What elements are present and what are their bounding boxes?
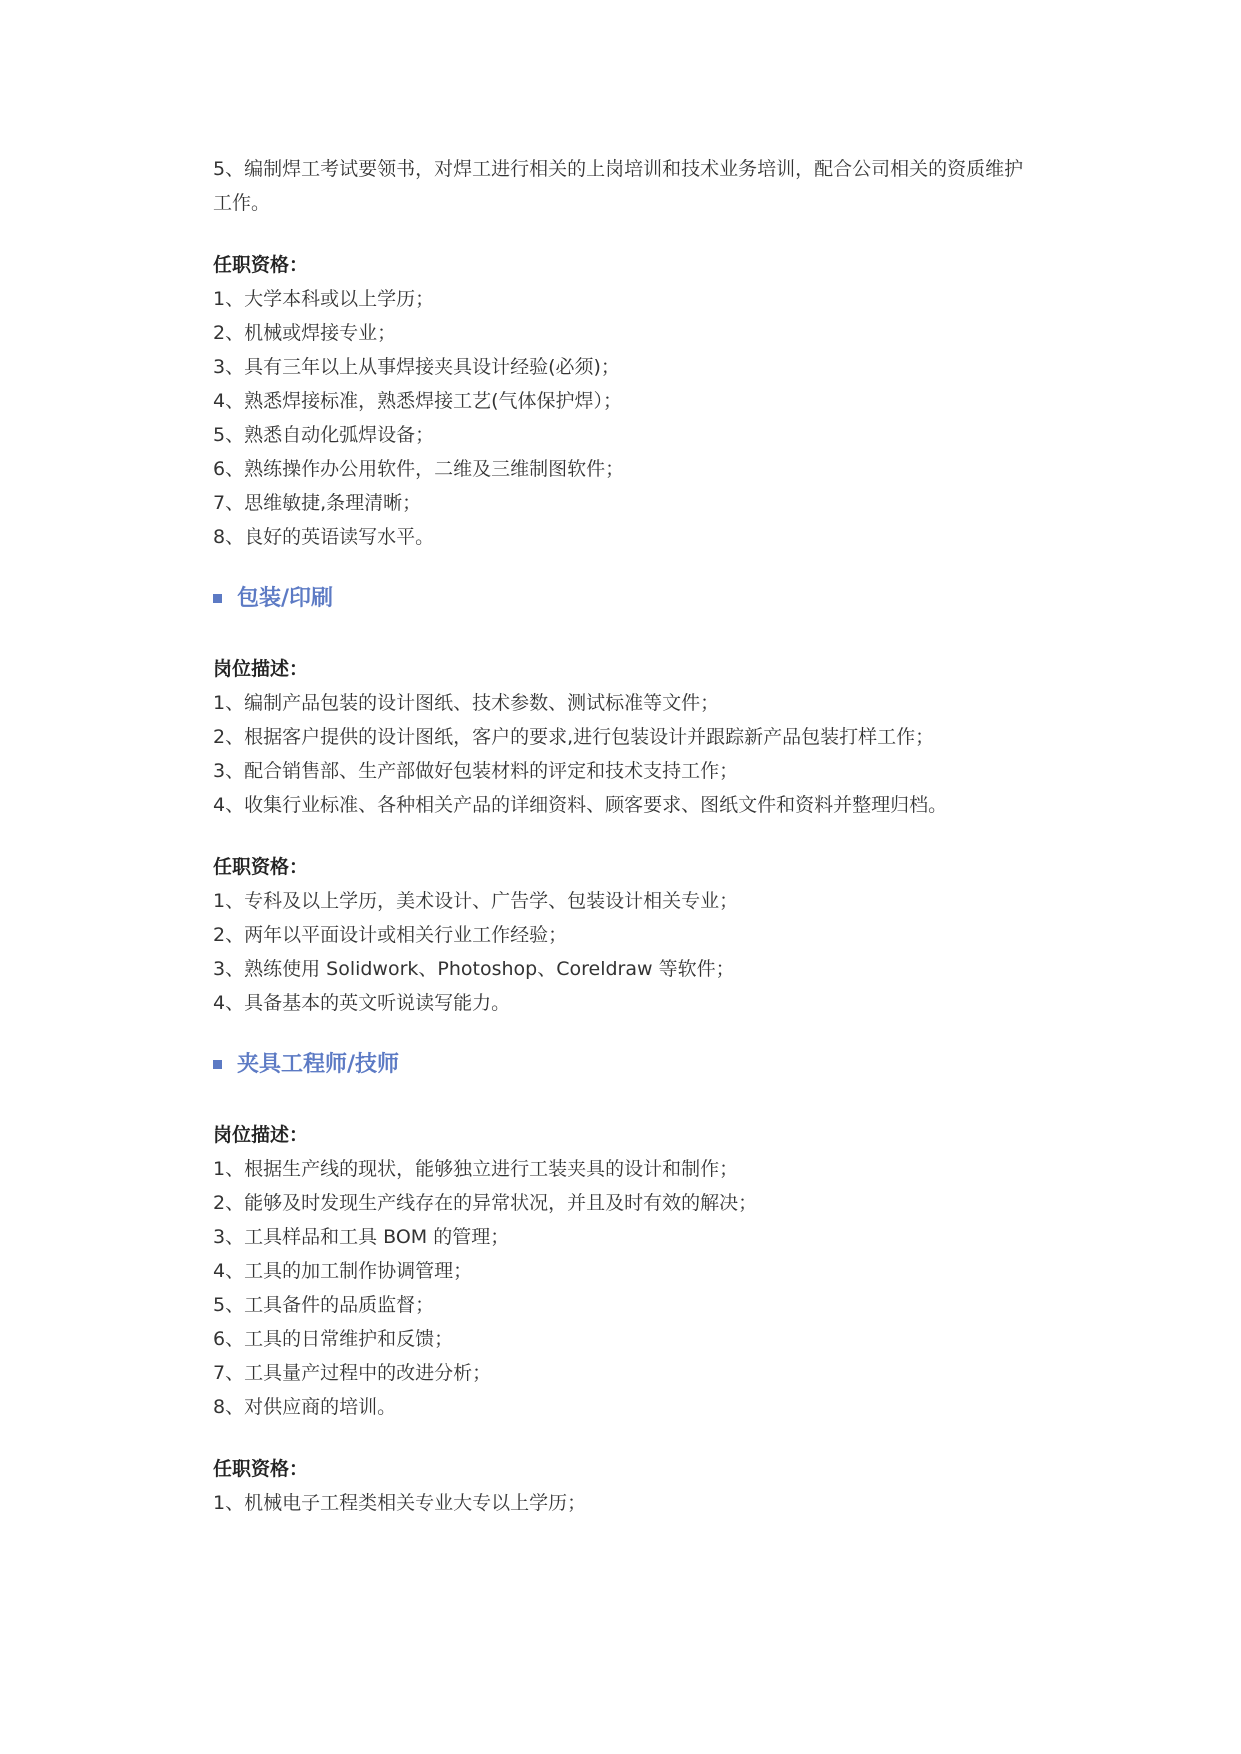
list-item: 3、熟练使用 Solidwork、Photoshop、Coreldraw 等软件；	[213, 958, 735, 980]
list-item: 2、机械或焊接专业；	[213, 322, 397, 344]
intro-line: 5、编制焊工考试要领书，对焊工进行相关的上岗培训和技术业务培训，配合公司相关的资质维护	[213, 158, 1024, 180]
square-bullet-icon	[213, 1060, 222, 1069]
list-item: 2、能够及时发现生产线存在的异常状况，并且及时有效的解决；	[213, 1192, 758, 1214]
list-item: 5、熟悉自动化弧焊设备；	[213, 424, 435, 446]
section-heading-fixture	[213, 1042, 1043, 1082]
qualifications-label: 任职资格：	[213, 856, 309, 878]
square-bullet-icon	[213, 594, 222, 603]
list-item: 8、良好的英语读写水平。	[213, 526, 435, 548]
section-title: 夹具工程师/技师	[237, 1051, 400, 1077]
list-item: 1、编制产品包装的设计图纸、技术参数、测试标准等文件；	[213, 692, 720, 714]
description-label: 岗位描述：	[213, 1124, 309, 1146]
list-item: 3、工具样品和工具 BOM 的管理；	[213, 1226, 510, 1248]
list-item: 7、思维敏捷,条理清晰；	[213, 492, 422, 514]
spacer	[213, 1424, 1043, 1452]
list-item: 7、工具量产过程中的改进分析；	[213, 1362, 492, 1384]
list-item: 8、对供应商的培训。	[213, 1396, 397, 1418]
list-item: 4、熟悉焊接标准，熟悉焊接工艺(气体保护焊）；	[213, 390, 623, 412]
list-item: 2、根据客户提供的设计图纸，客户的要求,进行包装设计并跟踪新产品包装打样工作；	[213, 726, 935, 748]
document-content	[213, 152, 1043, 1520]
list-item: 4、具备基本的英文听说读写能力。	[213, 992, 511, 1014]
list-item: 1、机械电子工程类相关专业大专以上学历；	[213, 1492, 587, 1514]
list-item: 5、工具备件的品质监督；	[213, 1294, 435, 1316]
spacer	[213, 822, 1043, 850]
spacer	[213, 220, 1043, 248]
section-title: 包装/印刷	[237, 585, 334, 611]
list-item: 6、熟练操作办公用软件，二维及三维制图软件；	[213, 458, 625, 480]
qualifications-label: 任职资格：	[213, 1458, 309, 1480]
qualifications-label: 任职资格：	[213, 254, 309, 276]
list-item: 4、收集行业标准、各种相关产品的详细资料、顾客要求、图纸文件和资料并整理归档。	[213, 794, 948, 816]
intro-line: 工作。	[213, 192, 271, 214]
list-item: 1、根据生产线的现状，能够独立进行工装夹具的设计和制作；	[213, 1158, 739, 1180]
list-item: 2、两年以平面设计或相关行业工作经验；	[213, 924, 568, 946]
list-item: 3、具有三年以上从事焊接夹具设计经验(必须)；	[213, 356, 620, 378]
list-item: 6、工具的日常维护和反馈；	[213, 1328, 454, 1350]
list-item: 1、专科及以上学历，美术设计、广告学、包装设计相关专业；	[213, 890, 739, 912]
section-heading-packaging	[213, 576, 1043, 616]
description-label: 岗位描述：	[213, 658, 309, 680]
list-item: 4、工具的加工制作协调管理；	[213, 1260, 473, 1282]
list-item: 1、大学本科或以上学历；	[213, 288, 435, 310]
list-item: 3、配合销售部、生产部做好包装材料的评定和技术支持工作；	[213, 760, 739, 782]
